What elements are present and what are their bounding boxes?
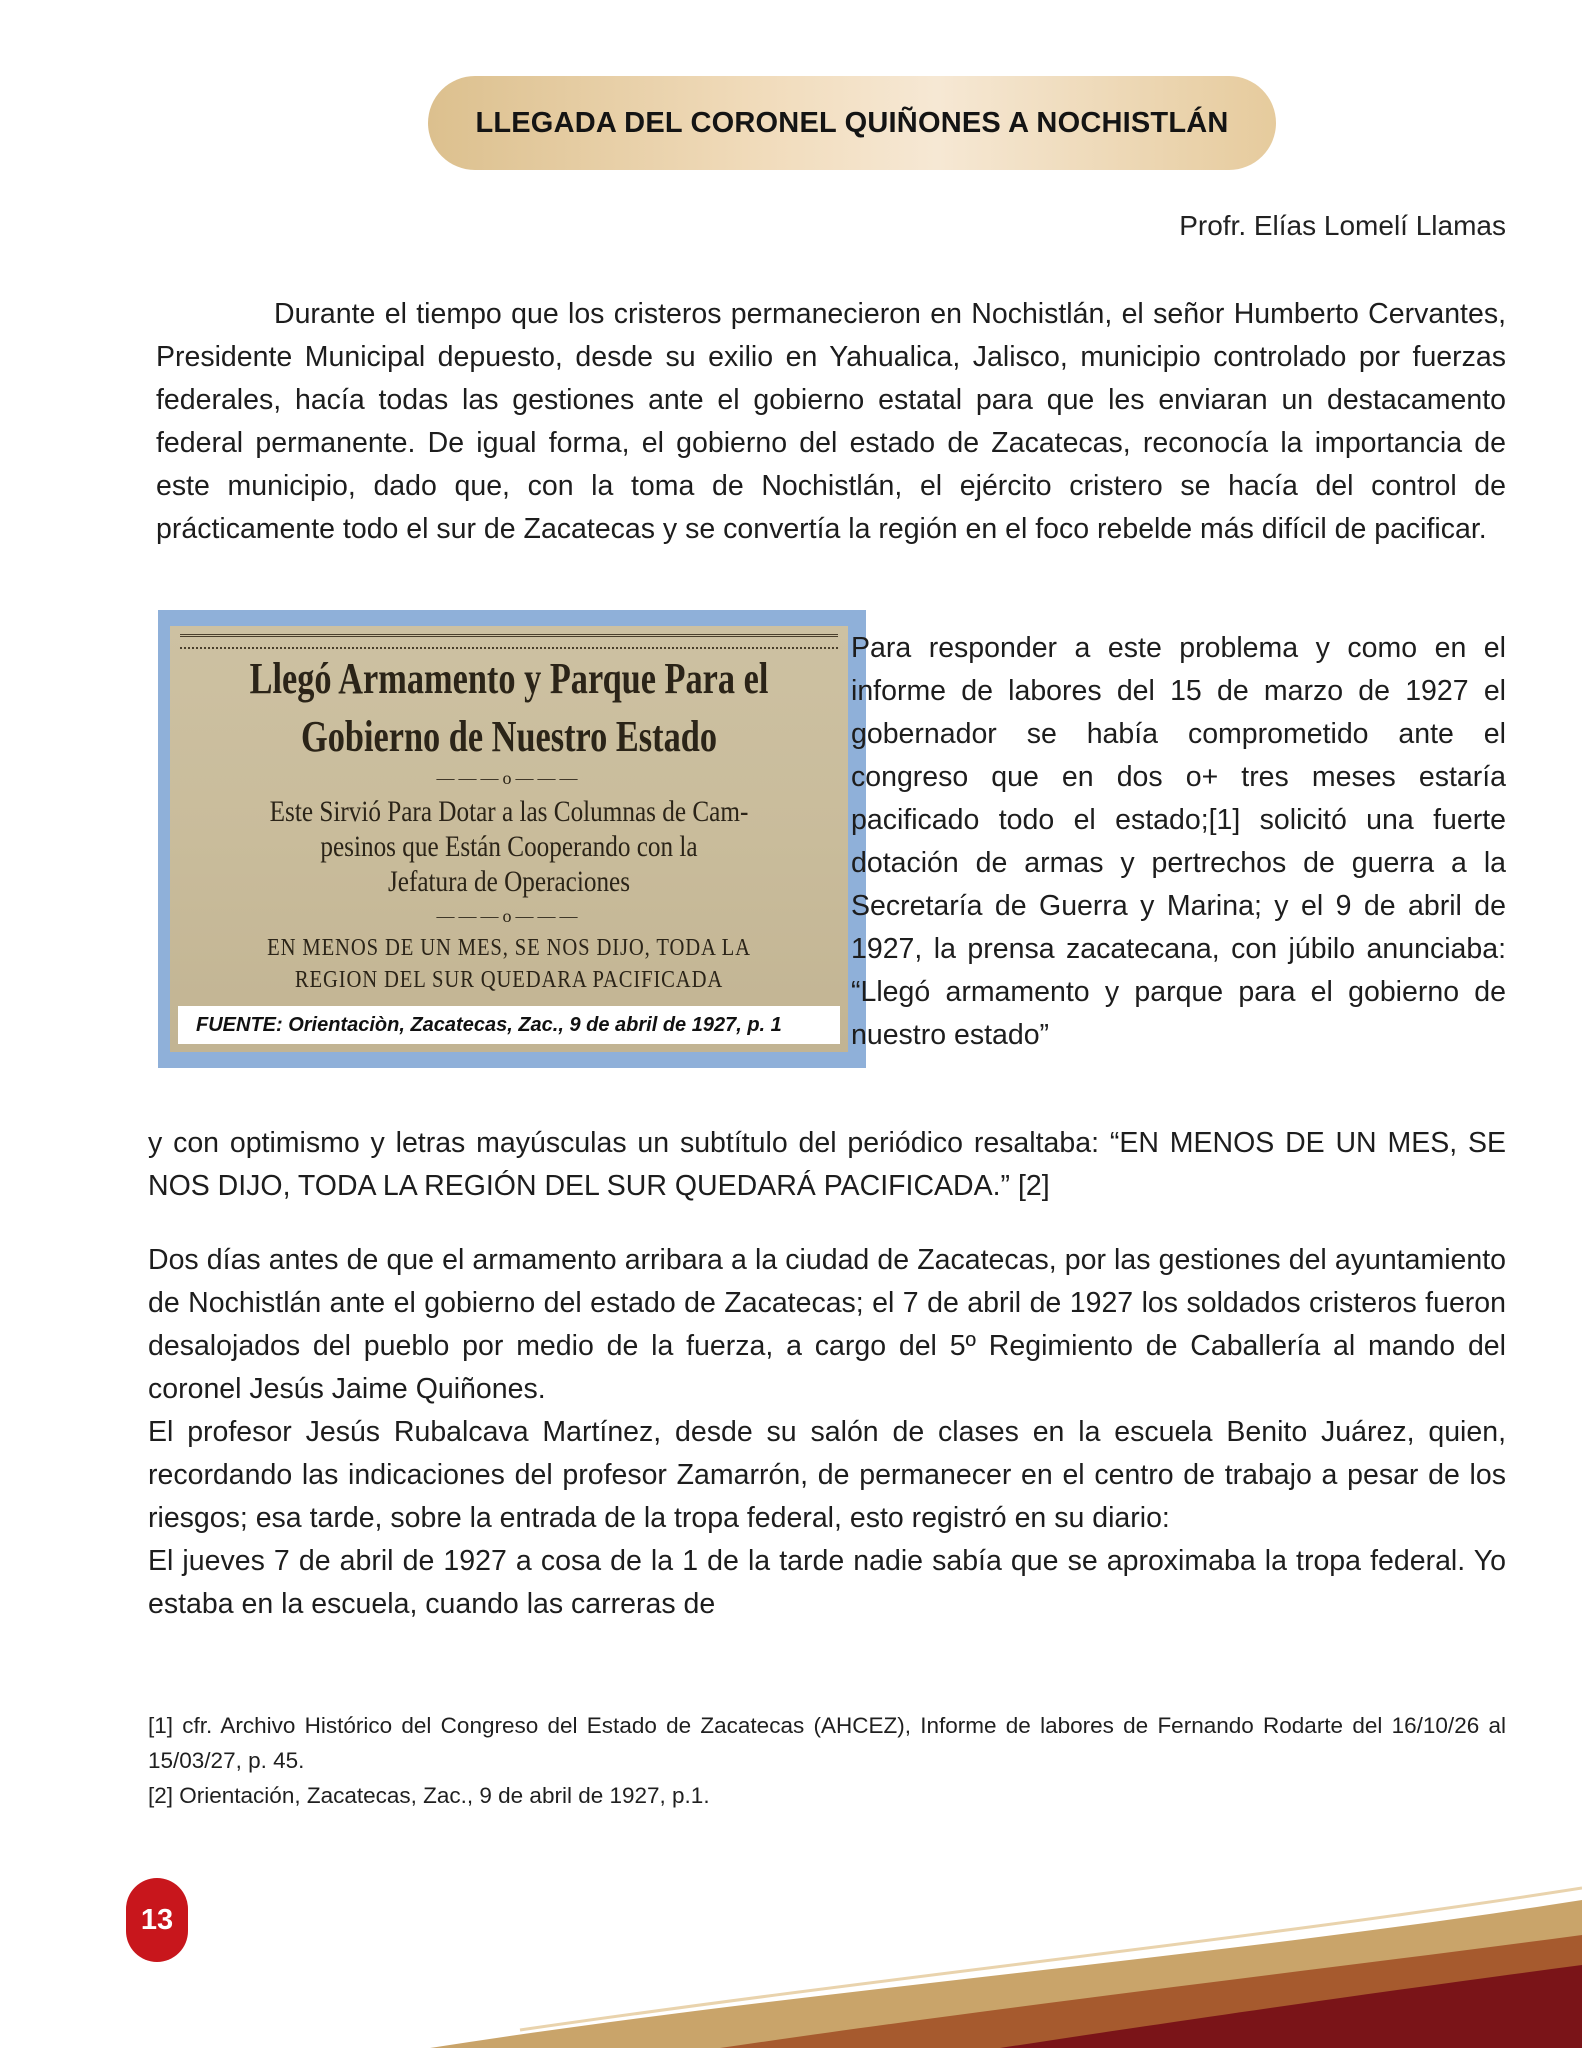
page-number-badge <box>126 1878 188 1962</box>
clipping-subhead-line-3: Jefatura de Operaciones <box>387 865 631 898</box>
clipping-separator: ———o——— <box>436 768 582 788</box>
paragraph-teacher: El profesor Jesús Rubalcava Martínez, desde su salón de clases en la escuela Benito Juárez, quien, recordando las indicaciones del profesor Zamarrón, de permanecer en el centro de trabajo a pesar de los riesgos; esa tarde, sobre la entrada de la tropa federal, esto registró en su diario: <box>148 1416 1506 1534</box>
paragraph-block-main <box>148 1239 1506 1626</box>
paragraph-intro: Durante el tiempo que los cristeros permanecieron en Nochistlán, el señor Humberto Cervantes, Presidente Municipal depuesto, desde su exilio en Yahualica, Jalisco, municipio controlado por fuerzas federales, hacía todas las gestiones ante el gobierno estatal para que les enviaran un destacamento federal permanente. De igual forma, el gobierno del estado de Zacatecas, reconocía la importancia de este municipio, dado que, con la toma de Nochistlán, el ejército cristero se hacía del control de prácticamente todo el sur de Zacatecas y se convertía la región en el foco rebelde más difícil de pacificar. <box>156 298 1506 545</box>
footer-swoosh-decoration <box>0 1880 1582 2048</box>
clipping-subhead-line-1: Este Sirvió Para Dotar a las Columnas de Cam- <box>269 795 749 828</box>
clipping-headline-line-2: Gobierno de Nuestro Estado <box>300 712 717 761</box>
clipping-caps-line-1: EN MENOS DE UN MES, SE NOS DIJO, TODA LA <box>267 935 751 961</box>
footnotes <box>148 1708 1506 1813</box>
paragraph-subtitle-quote: y con optimismo y letras mayúsculas un subtítulo del periódico resaltaba: “EN MENOS DE UN MES, SE NOS DIJO, TODA LA REGIÓN DEL SUR QUEDARÁ PACIFICADA.” [2] <box>148 1127 1506 1202</box>
page-number: 13 <box>140 1903 174 1936</box>
title-banner <box>428 76 1276 170</box>
clipping-subhead <box>224 794 794 899</box>
paragraph-expulsion: Dos días antes de que el armamento arribara a la ciudad de Zacatecas, por las gestiones del ayuntamiento de Nochistlán ante el gobierno del estado de Zacatecas; el 7 de abril de 1927 los soldados cristeros fueron desalojados del pueblo por medio de la fuerza, a cargo del 5º Regimiento de Caballería al mando del coronel Jesús Jaime Quiñones. <box>148 1244 1506 1405</box>
author-name: Profr. Elías Lomelí Llamas <box>1179 210 1506 241</box>
clipping-caps-line-2: REGION DEL SUR QUEDARA PACIFICADA <box>294 967 724 993</box>
clipping-source-caption: FUENTE: Orientaciòn, Zacatecas, Zac., 9 de abril de 1927, p. 1 <box>178 1006 840 1044</box>
clipping-separator: ———o——— <box>436 906 582 926</box>
paragraph-response: Para responder a este problema y como en el informe de labores del 15 de marzo de 1927 el gobernador se había comprometido ante el congreso que en dos o+ tres meses estaría pacificado todo el estado;[1] solicitó una fuerte dotación de armas y pertrechos de guerra a la Secretaría de Guerra y Marina; y el 9 de abril de 1927, la prensa zacatecana, con júbilo anunciaba: “Llegó armamento y parque para el gobierno de nuestro estado” <box>851 632 1506 1051</box>
paragraph-diary: El jueves 7 de abril de 1927 a cosa de la 1 de la tarde nadie sabía que se aproximaba la tropa federal. Yo estaba en la escuela, cuando las carreras de <box>148 1545 1506 1620</box>
footnote-1: [1] cfr. Archivo Histórico del Congreso del Estado de Zacatecas (AHCEZ), Informe de labores de Fernando Rodarte del 16/10/26 al 15/03/27, p. 45. <box>148 1713 1506 1773</box>
clipping-headline <box>245 650 774 766</box>
newspaper-clipping <box>158 610 866 1068</box>
clipping-image <box>170 626 848 1052</box>
clipping-headline-line-1: Llegó Armamento y Parque Para el <box>249 654 769 703</box>
clipping-ornament <box>180 634 838 649</box>
clipping-caps-subtitle <box>217 932 800 996</box>
page-title: LLEGADA DEL CORONEL QUIÑONES A NOCHISTLÁN <box>475 106 1229 139</box>
clipping-subhead-line-2: pesinos que Están Cooperando con la <box>320 830 698 863</box>
footnote-2: [2] Orientación, Zacatecas, Zac., 9 de abril de 1927, p.1. <box>148 1783 710 1808</box>
